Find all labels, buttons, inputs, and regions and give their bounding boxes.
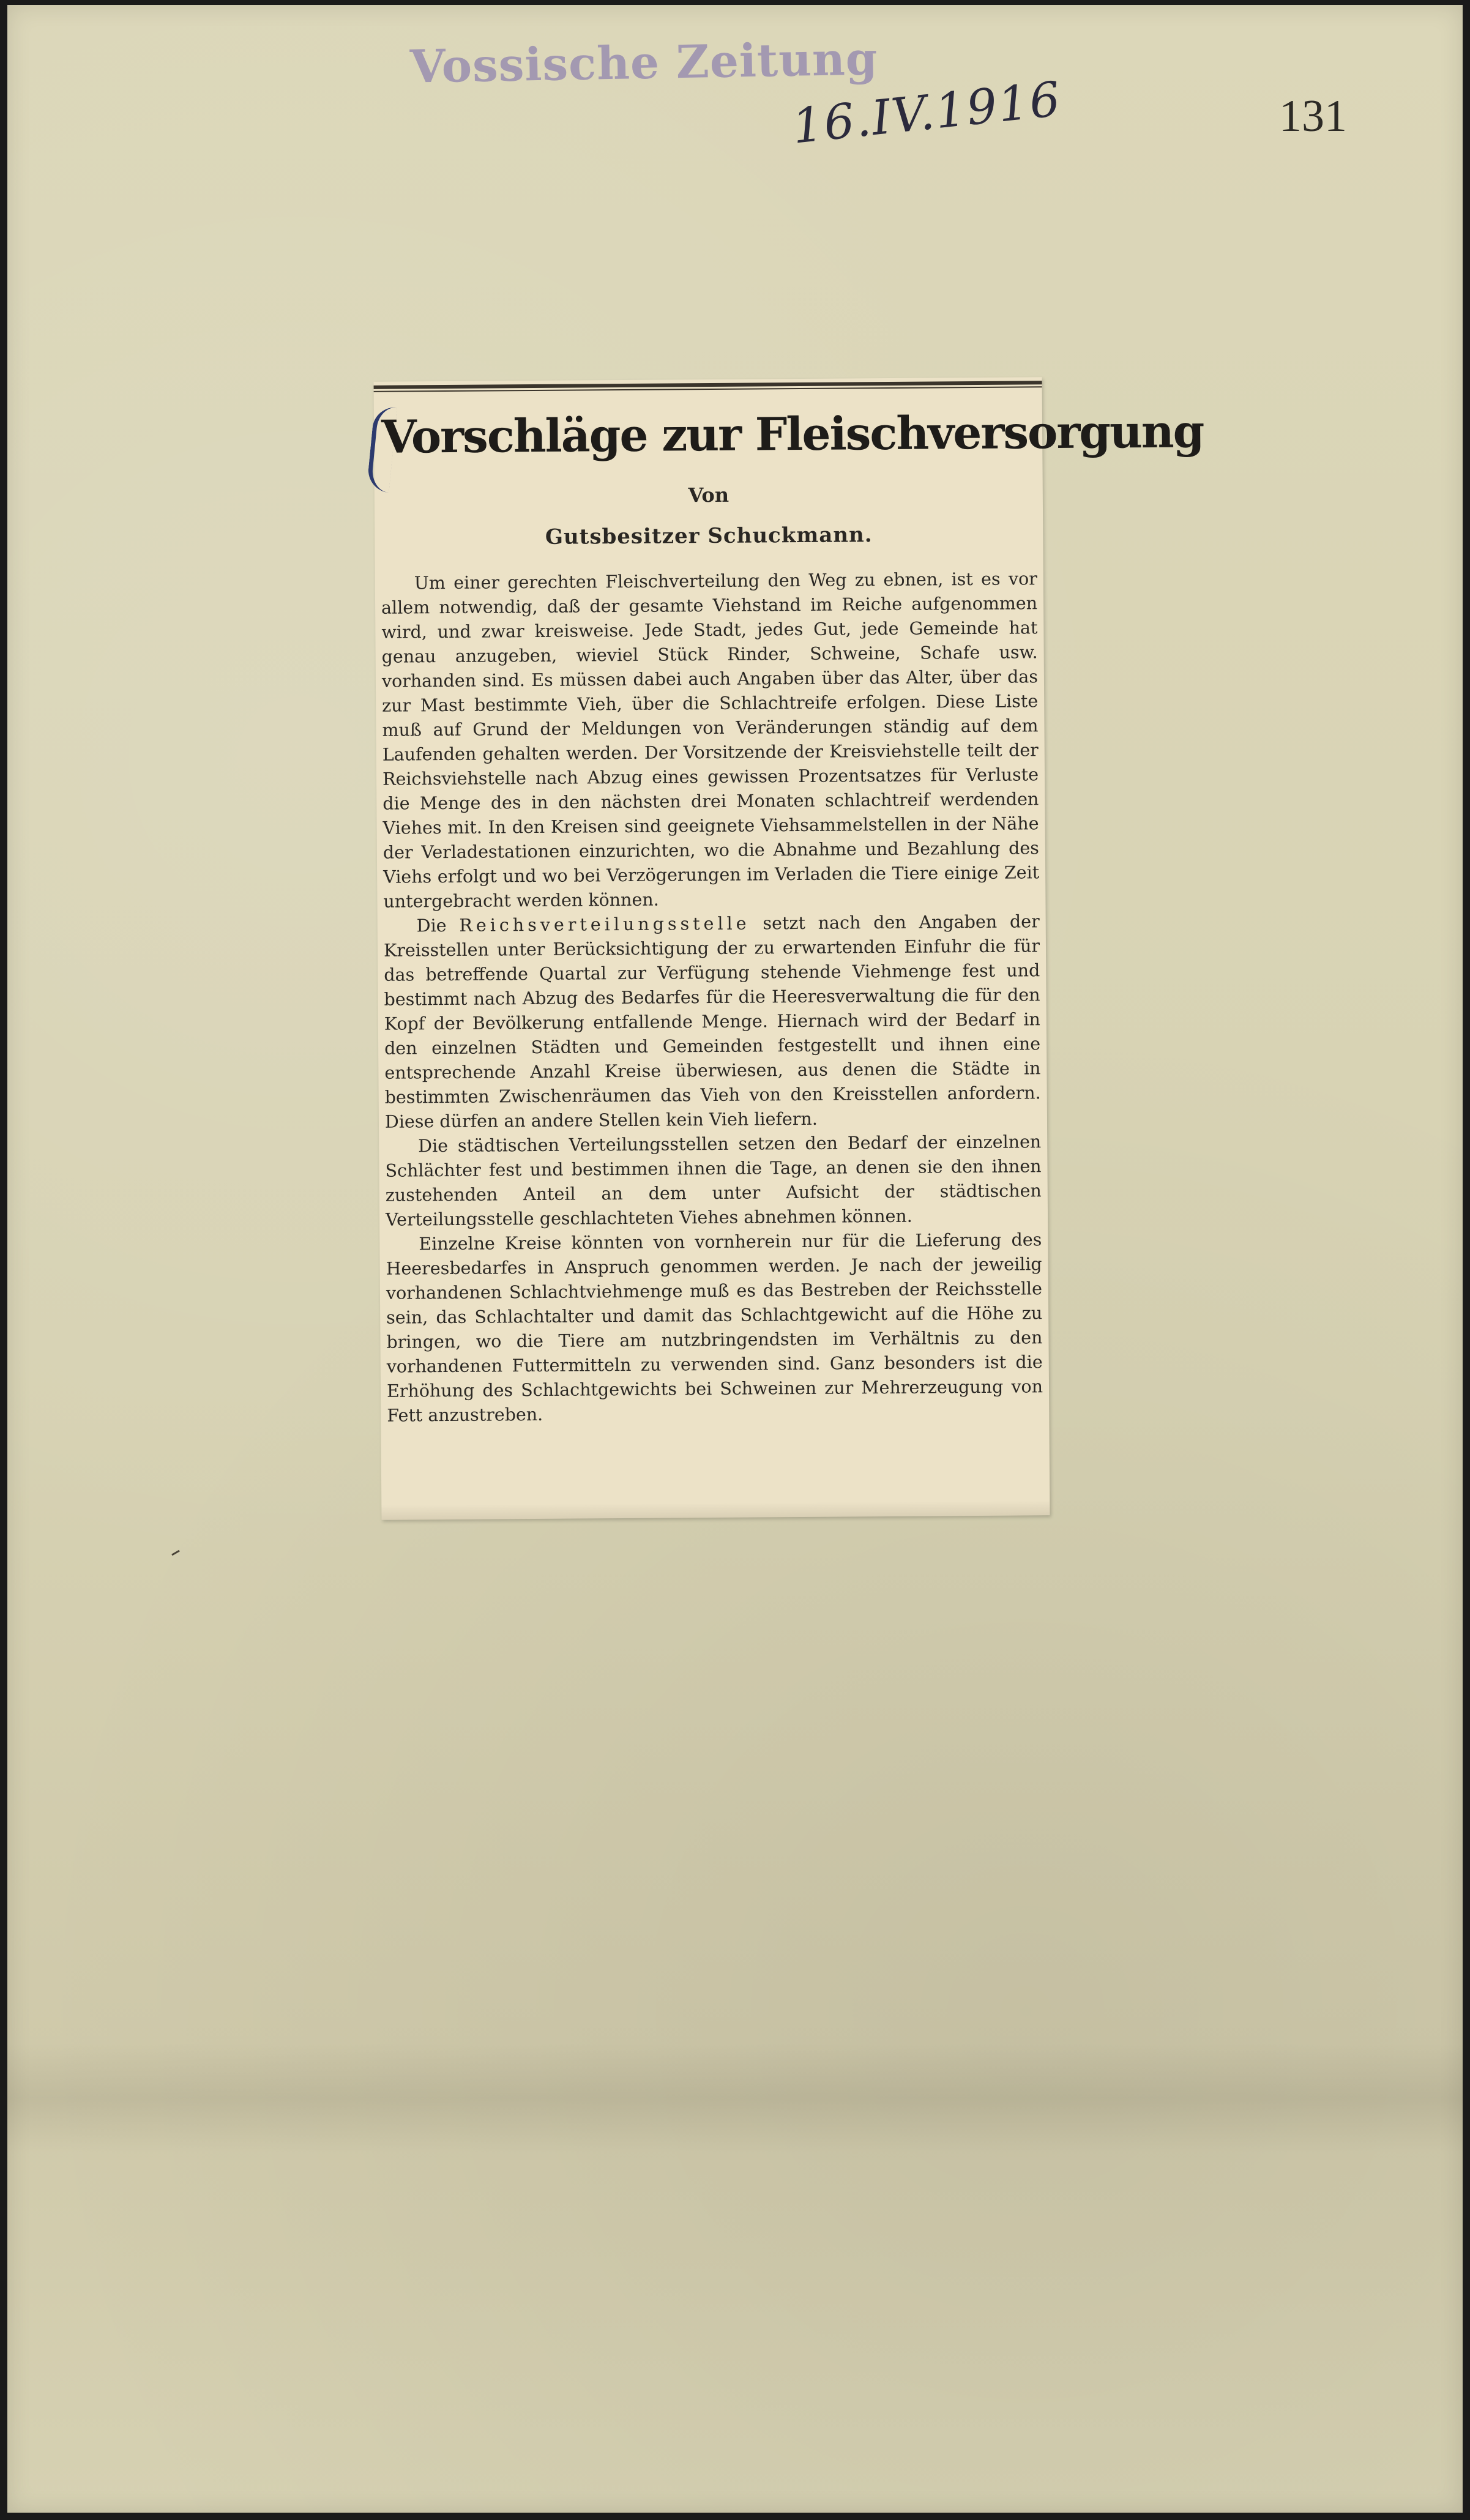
clipping-top-rule	[374, 381, 1042, 392]
paper-fold-shadow	[7, 2043, 1463, 2153]
paragraph-2-lead: Die	[416, 915, 447, 936]
archive-sheet	[7, 5, 1463, 2513]
newspaper-clipping	[374, 377, 1204, 1520]
article-body	[381, 567, 1043, 1428]
reichsverteilungsstelle-spaced: Reichsverteilungsstelle	[459, 913, 750, 936]
newspaper-stamp: Vossische Zeitung	[409, 32, 879, 94]
article-paragraph-4: Einzelne Kreise könnten von vornherein nur für die Lieferung des Heeresbedarfes in Anspruch genommen werden. Je nach der jeweilig vorhandenen Schlachtviehmenge muß es das Bestreben der Reichsstelle sein, das Schlachtalter und damit das Schlachtgewicht auf die Höhe zu bringen, wo die Tiere am nutzbringendsten im Verhältnis zu den vorhandenen Futtermitteln zu verwenden sind. Ganz besonders ist die Erhöhung des Schlachtgewichts bei Schweinen zur Mehrerzeugung von Fett anzustreben.	[386, 1229, 1043, 1426]
article-headline: Vorschläge zur Fleischversorgung	[381, 405, 1204, 464]
article-paragraph-2	[384, 909, 1041, 1134]
paragraph-2-text: setzt nach den Angaben der Kreisstellen unter Berücksichtigung der zu erwartenden Einfuhr die für das betreffende Quartal zur Verfügung stehende Viehmenge fest und bestimmt nach Abzug des Bedarfes für die Heeresverwaltung die für den Kopf der Bevölkerung entfallende Menge. Hiernach wird der Bedarf in den einzelnen Städten und Gemeinden festgestellt und ihnen eine entsprechende Anzahl Kreise überwiesen, aus denen die Städte in bestimmten Zwischenräumen das Vieh von den Kreisstellen anfordern. Diese dürfen an andere Stellen kein Vieh liefern.	[383, 911, 1041, 1132]
clipping-bottom-edge	[381, 1500, 1050, 1520]
byline-author: Gutsbesitzer Schuckmann.	[545, 523, 873, 550]
article-paragraph-1: Um einer gerechten Fleischverteilung den Weg zu ebnen, ist es vor allem notwendig, daß der gesamte Viehstand im Reiche aufgenommen wird, und zwar kreisweise. Jede Stadt, jedes Gut, jede Gemeinde hat genau anzugeben, wieviel Stück Rinder, Schweine, Schafe usw. vorhanden sind. Es müssen dabei auch Angaben über das Alter, über das zur Mast bestimmte Vieh, über die Schlachtreife erfolgen. Diese Liste muß auf Grund der Meldungen von Veränderungen ständig auf dem Laufenden gehalten werden. Der Vorsitzende der Kreisviehstelle teilt der Reichsviehstelle nach Abzug eines gewissen Prozentsatzes für Verluste die Menge des in den nächsten drei Monaten schlachtreif werdenden Viehes mit. In den Kreisen sind geeignete Viehsammelstellen in der Nähe der Verladestationen einzurichten, wo die Abnahme und Bezahlung des Viehs erfolgt und wo bei Verzögerungen im Verladen die Tiere einige Zeit untergebracht werden können.	[381, 568, 1040, 912]
byline-von: Von	[688, 483, 729, 507]
handwritten-date: 16.IV.1916	[789, 72, 1064, 155]
paper-speck	[171, 1550, 180, 1556]
page-number: 131	[1279, 91, 1347, 141]
article-paragraph-3: Die städtischen Verteilungsstellen setzen den Bedarf der einzelnen Schlächter fest und bestimmen ihnen die Tage, an denen sie den ihnen zustehenden Anteil an dem unter Aufsicht der städtischen Verteilungsstelle geschlachteten Viehes abnehmen können.	[385, 1131, 1042, 1230]
